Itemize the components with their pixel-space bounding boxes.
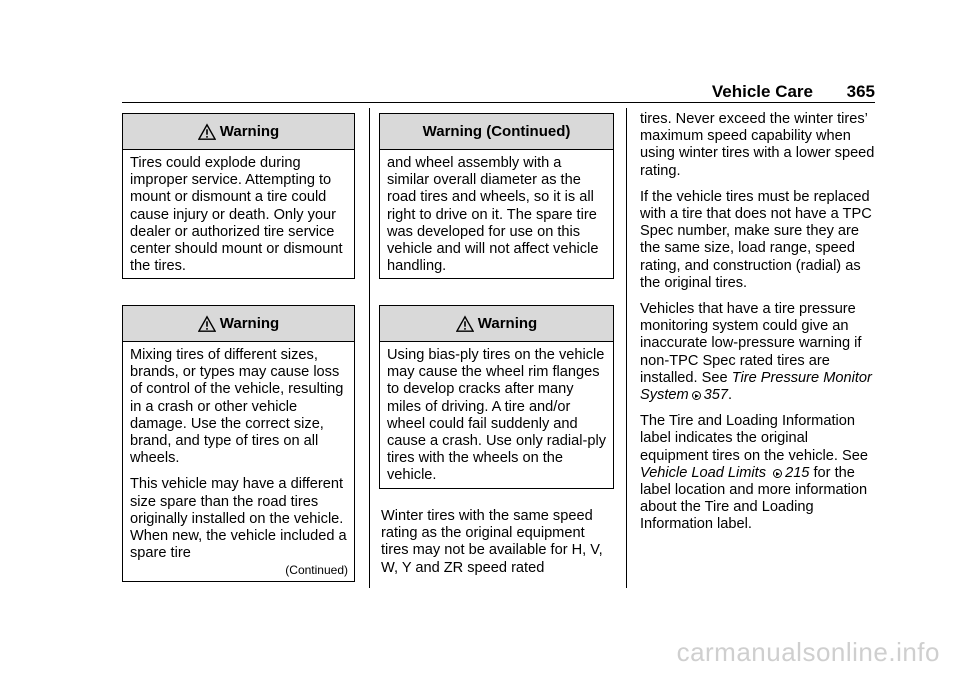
- watermark: carmanualsonline.info: [676, 637, 940, 667]
- warning-box-bias-ply: [379, 305, 614, 489]
- reference-arrow-icon: [692, 391, 701, 400]
- loading-info-paragraph: [640, 413, 880, 533]
- warning-text: Tires could explode during improper service. Attempting to mount or dismount a tire could cause injury or death. Only your dealer or authorized tire service center should mount or dismount the tires.: [130, 155, 343, 275]
- warning-box-continued: [379, 113, 614, 279]
- page-header: [122, 82, 875, 102]
- continued-label: (Continued): [285, 563, 348, 577]
- warning-text: Mixing tires of different sizes, brands, or types may cause loss of control of the vehicle, resulting in a crash or other vehicle damage. Use the correct size, brand, and type of tires on all wheels.: [130, 347, 344, 467]
- warning-text: and wheel assembly with a similar overall diameter as the road tires and wheels, so it is all right to drive on it. The spare tire was developed for use on this vehicle and will not affect vehicle handling.: [387, 155, 599, 275]
- reference-arrow-icon: [773, 469, 782, 478]
- tpms-paragraph: [640, 301, 880, 404]
- column-divider-1: [369, 108, 370, 588]
- warning-triangle-icon: [456, 315, 474, 333]
- body-text: If the vehicle tires must be replaced with a tire that does not have a TPC Spec number, make sure they are the same size, load range, speed rating, and construction (radial) as the original tires.: [640, 188, 872, 291]
- column-divider-2: [626, 108, 627, 588]
- vehicle-load-limits-link[interactable]: Vehicle Load Limits: [640, 464, 767, 481]
- right-column-text: [640, 111, 880, 534]
- warning-box-service: [122, 113, 355, 279]
- warning-triangle-icon: [198, 315, 216, 333]
- page-reference[interactable]: 357: [703, 387, 729, 404]
- warning-body: [380, 150, 613, 275]
- warning-header: [123, 306, 354, 342]
- warning-body: [123, 342, 354, 562]
- warning-title: Warning: [219, 315, 280, 332]
- winter-tires-paragraph: [381, 508, 616, 577]
- body-text: tires. Never exceed the winter tires’ maximum speed capability when using winter tires with a lower speed rating.: [640, 111, 875, 179]
- warning-title: Warning: [219, 123, 280, 140]
- body-text: for the label location and more information about the Tire and Loading Information label.: [640, 464, 868, 533]
- warning-body: [380, 342, 613, 485]
- body-text: Vehicles that have a tire pressure monitoring system could give an inaccurate low-pressure warning if non-TPC Spec rated tires are installed. See: [640, 301, 862, 386]
- body-text: The Tire and Loading Information label indicates the original equipment tires on the vehicle. See: [640, 413, 868, 464]
- body-text: .: [728, 387, 733, 404]
- warning-header: [380, 114, 613, 150]
- warning-title: Warning: [477, 315, 538, 332]
- warning-box-mixing-tires: [122, 305, 355, 582]
- warning-title: Warning (Continued): [422, 123, 571, 140]
- page-number: 365: [846, 82, 875, 101]
- body-text: Winter tires with the same speed rating as the original equipment tires may not be available for H, V, W, Y and ZR speed rated: [381, 508, 603, 576]
- warning-body: [123, 150, 354, 275]
- header-rule: [122, 102, 875, 103]
- warning-header: [123, 114, 354, 150]
- tire-pressure-monitor-link[interactable]: Tire Pressure Monitor System: [640, 369, 872, 404]
- warning-text: This vehicle may have a different size spare than the road tires originally installed on the vehicle. When new, the vehicle included a spare tire: [130, 476, 347, 562]
- section-title: Vehicle Care: [711, 82, 813, 101]
- warning-header: [380, 306, 613, 342]
- warning-text: Using bias-ply tires on the vehicle may cause the wheel rim flanges to develop cracks after many miles of driving. A tire and/or wheel could fail suddenly and cause a crash. Use only radial-ply tires with the wheels on the vehicle.: [387, 347, 607, 484]
- warning-triangle-icon: [198, 123, 216, 141]
- page-reference[interactable]: 215: [785, 464, 810, 481]
